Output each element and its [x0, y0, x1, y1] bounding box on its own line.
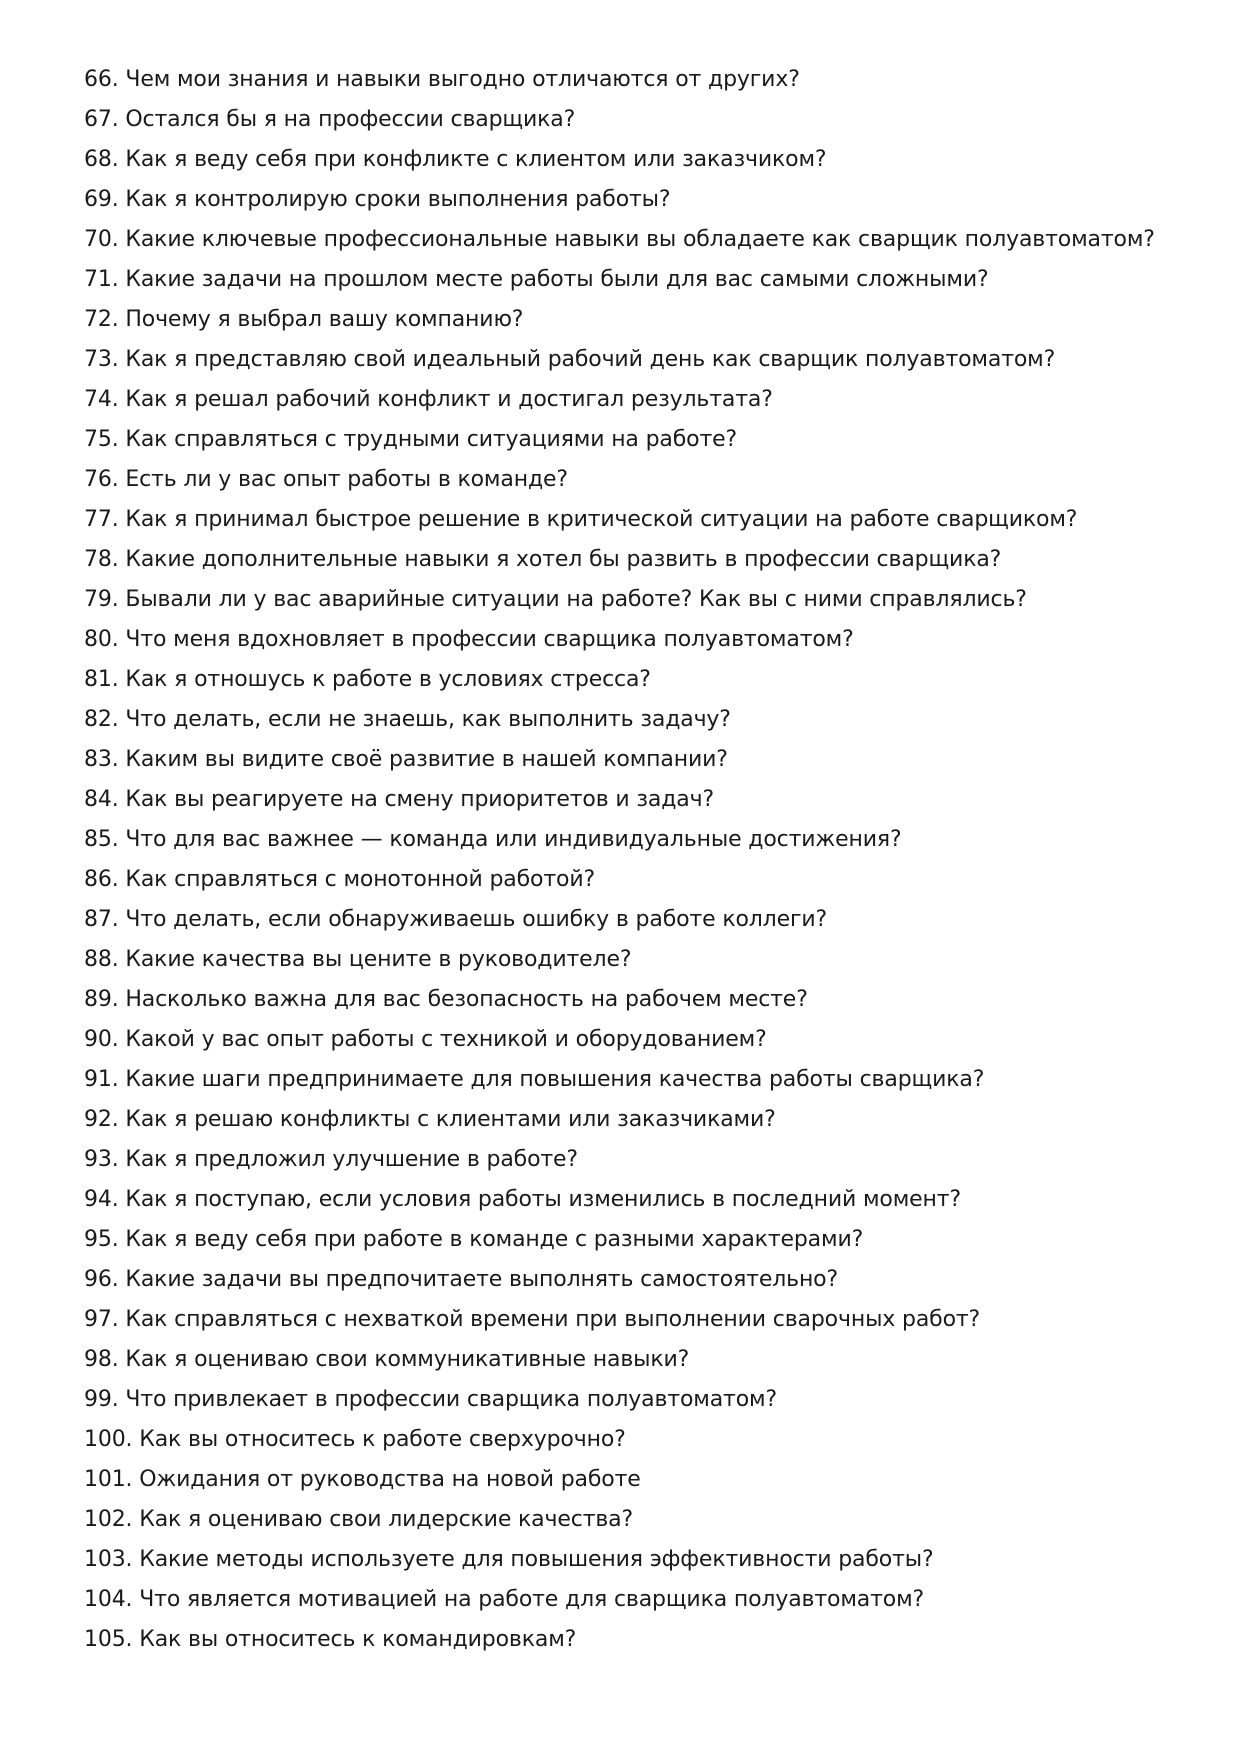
question-item-76: 76. Есть ли у вас опыт работы в команде?	[84, 467, 568, 492]
question-item-74: 74. Как я решал рабочий конфликт и достигал результата?	[84, 387, 773, 412]
question-item-68: 68. Как я веду себя при конфликте с клиентом или заказчиком?	[84, 147, 827, 172]
question-item-93: 93. Как я предложил улучшение в работе?	[84, 1147, 578, 1172]
question-item-98: 98. Как я оцениваю свои коммуникативные навыки?	[84, 1347, 690, 1372]
question-item-103: 103. Какие методы используете для повышения эффективности работы?	[84, 1547, 934, 1572]
question-item-86: 86. Как справляться с монотонной работой?	[84, 867, 596, 892]
question-item-96: 96. Какие задачи вы предпочитаете выполнять самостоятельно?	[84, 1267, 839, 1292]
question-item-66: 66. Чем мои знания и навыки выгодно отличаются от других?	[84, 67, 800, 92]
question-item-84: 84. Как вы реагируете на смену приоритетов и задач?	[84, 787, 715, 812]
question-item-94: 94. Как я поступаю, если условия работы изменились в последний момент?	[84, 1187, 961, 1212]
question-item-70: 70. Какие ключевые профессиональные навыки вы обладаете как сварщик полуавтоматом?	[84, 227, 1155, 252]
question-item-72: 72. Почему я выбрал вашу компанию?	[84, 307, 524, 332]
question-item-77: 77. Как я принимал быстрое решение в критической ситуации на работе сварщиком?	[84, 507, 1078, 532]
question-item-90: 90. Какой у вас опыт работы с техникой и оборудованием?	[84, 1027, 767, 1052]
question-item-83: 83. Каким вы видите своё развитие в нашей компании?	[84, 747, 728, 772]
question-item-87: 87. Что делать, если обнаруживаешь ошибку в работе коллеги?	[84, 907, 828, 932]
question-list	[84, 60, 1204, 1660]
question-item-78: 78. Какие дополнительные навыки я хотел бы развить в профессии сварщика?	[84, 547, 1002, 572]
question-item-85: 85. Что для вас важнее — команда или индивидуальные достижения?	[84, 827, 902, 852]
question-item-71: 71. Какие задачи на прошлом месте работы были для вас самыми сложными?	[84, 267, 989, 292]
question-item-104: 104. Что является мотивацией на работе для сварщика полуавтоматом?	[84, 1587, 925, 1612]
question-item-99: 99. Что привлекает в профессии сварщика полуавтоматом?	[84, 1387, 778, 1412]
question-item-88: 88. Какие качества вы цените в руководителе?	[84, 947, 632, 972]
question-item-92: 92. Как я решаю конфликты с клиентами или заказчиками?	[84, 1107, 776, 1132]
question-item-69: 69. Как я контролирую сроки выполнения работы?	[84, 187, 671, 212]
question-item-73: 73. Как я представляю свой идеальный рабочий день как сварщик полуавтоматом?	[84, 347, 1056, 372]
question-item-75: 75. Как справляться с трудными ситуациями на работе?	[84, 427, 738, 452]
question-item-81: 81. Как я отношусь к работе в условиях стресса?	[84, 667, 651, 692]
question-item-91: 91. Какие шаги предпринимаете для повышения качества работы сварщика?	[84, 1067, 985, 1092]
question-item-97: 97. Как справляться с нехваткой времени при выполнении сварочных работ?	[84, 1307, 981, 1332]
question-item-80: 80. Что меня вдохновляет в профессии сварщика полуавтоматом?	[84, 627, 854, 652]
question-item-89: 89. Насколько важна для вас безопасность на рабочем месте?	[84, 987, 808, 1012]
question-item-102: 102. Как я оцениваю свои лидерские качества?	[84, 1507, 634, 1532]
question-item-95: 95. Как я веду себя при работе в команде с разными характерами?	[84, 1227, 864, 1252]
question-item-105: 105. Как вы относитесь к командировкам?	[84, 1627, 577, 1652]
question-item-82: 82. Что делать, если не знаешь, как выполнить задачу?	[84, 707, 731, 732]
question-item-100: 100. Как вы относитесь к работе сверхурочно?	[84, 1427, 626, 1452]
question-item-79: 79. Бывали ли у вас аварийные ситуации на работе? Как вы с ними справлялись?	[84, 587, 1027, 612]
question-item-101: 101. Ожидания от руководства на новой работе	[84, 1467, 641, 1492]
question-item-67: 67. Остался бы я на профессии сварщика?	[84, 107, 576, 132]
